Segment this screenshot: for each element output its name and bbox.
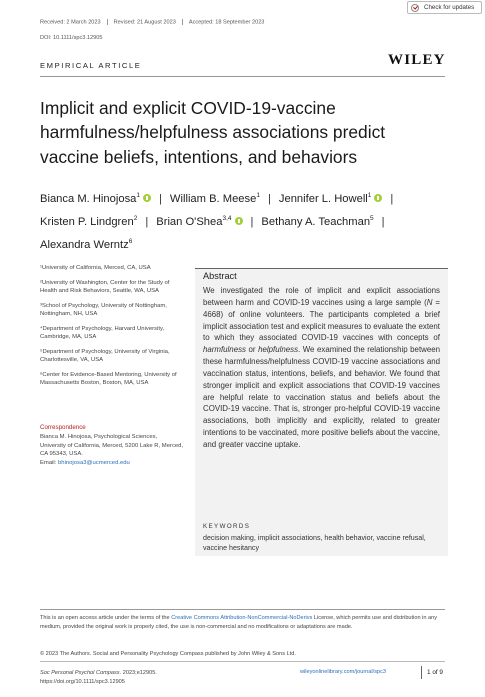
orcid-icon[interactable] [374,194,382,202]
affiliations [40,264,180,394]
received-date: Received: 2 March 2023 [40,19,101,26]
license-text: This is an open access article under the terms of the Creative Commons Attribution-NonCommercial-NoDerivs License, which permits use and distribution in any medium, provided the original work is properly cited, the use is non-commercial and no modifications or adaptations are made. [40,615,438,630]
author-list: Bianca M. Hinojosa$^1$ | William B. Meese$^1$ | Jennifer L. Howell$^1$ | Kristen P. Lindgren$^2$ | Brian O'Shea$^{3,4}$ | Bethany A. Teachman$^5$ | Alexandra Werntz$^6$ [40,192,394,251]
orcid-icon[interactable] [235,217,243,225]
revised-date: Revised: 21 August 2023 [113,19,176,26]
author[interactable]: Jennifer L. Howell$^1$ [279,193,383,205]
footer-divider-2 [40,661,445,662]
abstract-text: We investigated the role of implicit and explicit associations between harm and COVID-19 vaccines using a large sample (N = 4668) of online volunteers. The participants completed a brief implicit association test and explicit measures to evaluate the extent to which they associated COVID-19 vaccines with concepts of harmfulness or helpfulness. We examined the relationship between these harmfulness/helpfulness COVID-19 vaccine associations and vaccination status, intentions, beliefs, and behavior. We found that stronger implicit and explicit associations that COVID-19 vaccines are helpful relate to vaccination status and beliefs about the COVID-19 vaccine. That is, stronger pro-helpful COVID-19 vaccine associations, both implicitly and explicitly, related to greater intentions to be vaccinated, more positive beliefs about the vaccine, and greater vaccine uptake. [203,286,440,449]
footer-divider [40,609,445,610]
copyright: © 2023 The Authors. Social and Personality Psychology Compass published by John Wiley & Sons Ltd. [40,651,296,657]
email-link[interactable]: bhinojosa3@ucmerced.edu [58,459,130,466]
accepted-date: Accepted: 18 September 2023 [188,19,265,26]
header-divider [40,76,445,77]
page-number: 1 of 9 [427,669,443,676]
author[interactable]: Alexandra Werntz$^6$ [40,238,133,251]
affiliation: ²University of Washington, Center for the Study of Health and Risk Behaviors, Seattle, WA, USA [40,279,170,294]
author[interactable]: William B. Meese$^1$ [169,192,260,205]
journal-url-link[interactable]: wileyonlinelibrary.com/journal/spc3 [300,669,387,675]
affiliation: ¹University of California, Merced, CA, USA [40,265,151,271]
doi[interactable]: DOI: 10.1111/spc3.12905 [40,35,103,41]
citation-doi-link[interactable]: https://doi.org/10.1111/spc3.12905 [40,678,125,685]
correspondence-heading: Correspondence [40,424,86,431]
author[interactable]: Bethany A. Teachman$^5$ [261,215,374,228]
author[interactable]: Kristen P. Lindgren$^2$ [40,215,138,228]
correspondence-details: Bianca M. Hinojosa, Psychological Sciences, University of California, Merced, 5200 Lake R, Merced, CA 95343, USA. Email: bhinojosa3@ucmerced.edu [40,434,184,466]
keywords-text: decision making, implicit associations, health behavior, vaccine refusal, vaccine hesitancy [203,534,426,553]
affiliation: ⁴Department of Psychology, Harvard University, Cambridge, MA, USA [40,325,165,340]
author[interactable]: Bianca M. Hinojosa$^1$ [40,193,151,205]
publisher-logo: WILEY [388,52,446,68]
citation: Soc Personal Psychol Compass. 2023;e12905. https://doi.org/10.1111/spc3.12905 [40,669,260,686]
check-for-updates-label: Check for updates [424,4,475,11]
keywords-heading: KEYWORDS [203,523,251,530]
affiliation: ³School of Psychology, University of Nottingham, Nottingham, NH, USA [40,302,167,317]
affiliation: ⁶Center for Evidence-Based Mentoring, University of Massachusetts Boston, Boston, MA, USA [40,371,177,386]
check-updates-icon [411,4,419,12]
page-separator [421,666,422,679]
affiliation: ⁵Department of Psychology, University of Virginia, Charlottesville, VA, USA [40,348,170,363]
check-for-updates-button[interactable] [407,1,482,14]
author[interactable]: Brian O'Shea$^{3,4}$ [156,216,242,228]
license-link[interactable]: Creative Commons Attribution-NonCommercial-NoDerivs [171,615,313,621]
article-title: Implicit and explicit COVID-19-vaccine harmfulness/helpfulness associations predict vaccine beliefs, intentions, and behaviors [40,98,386,167]
orcid-icon[interactable] [143,194,151,202]
abstract-heading: Abstract [203,271,237,281]
section-label: EMPIRICAL ARTICLE [40,61,142,70]
article-dates [40,19,264,25]
